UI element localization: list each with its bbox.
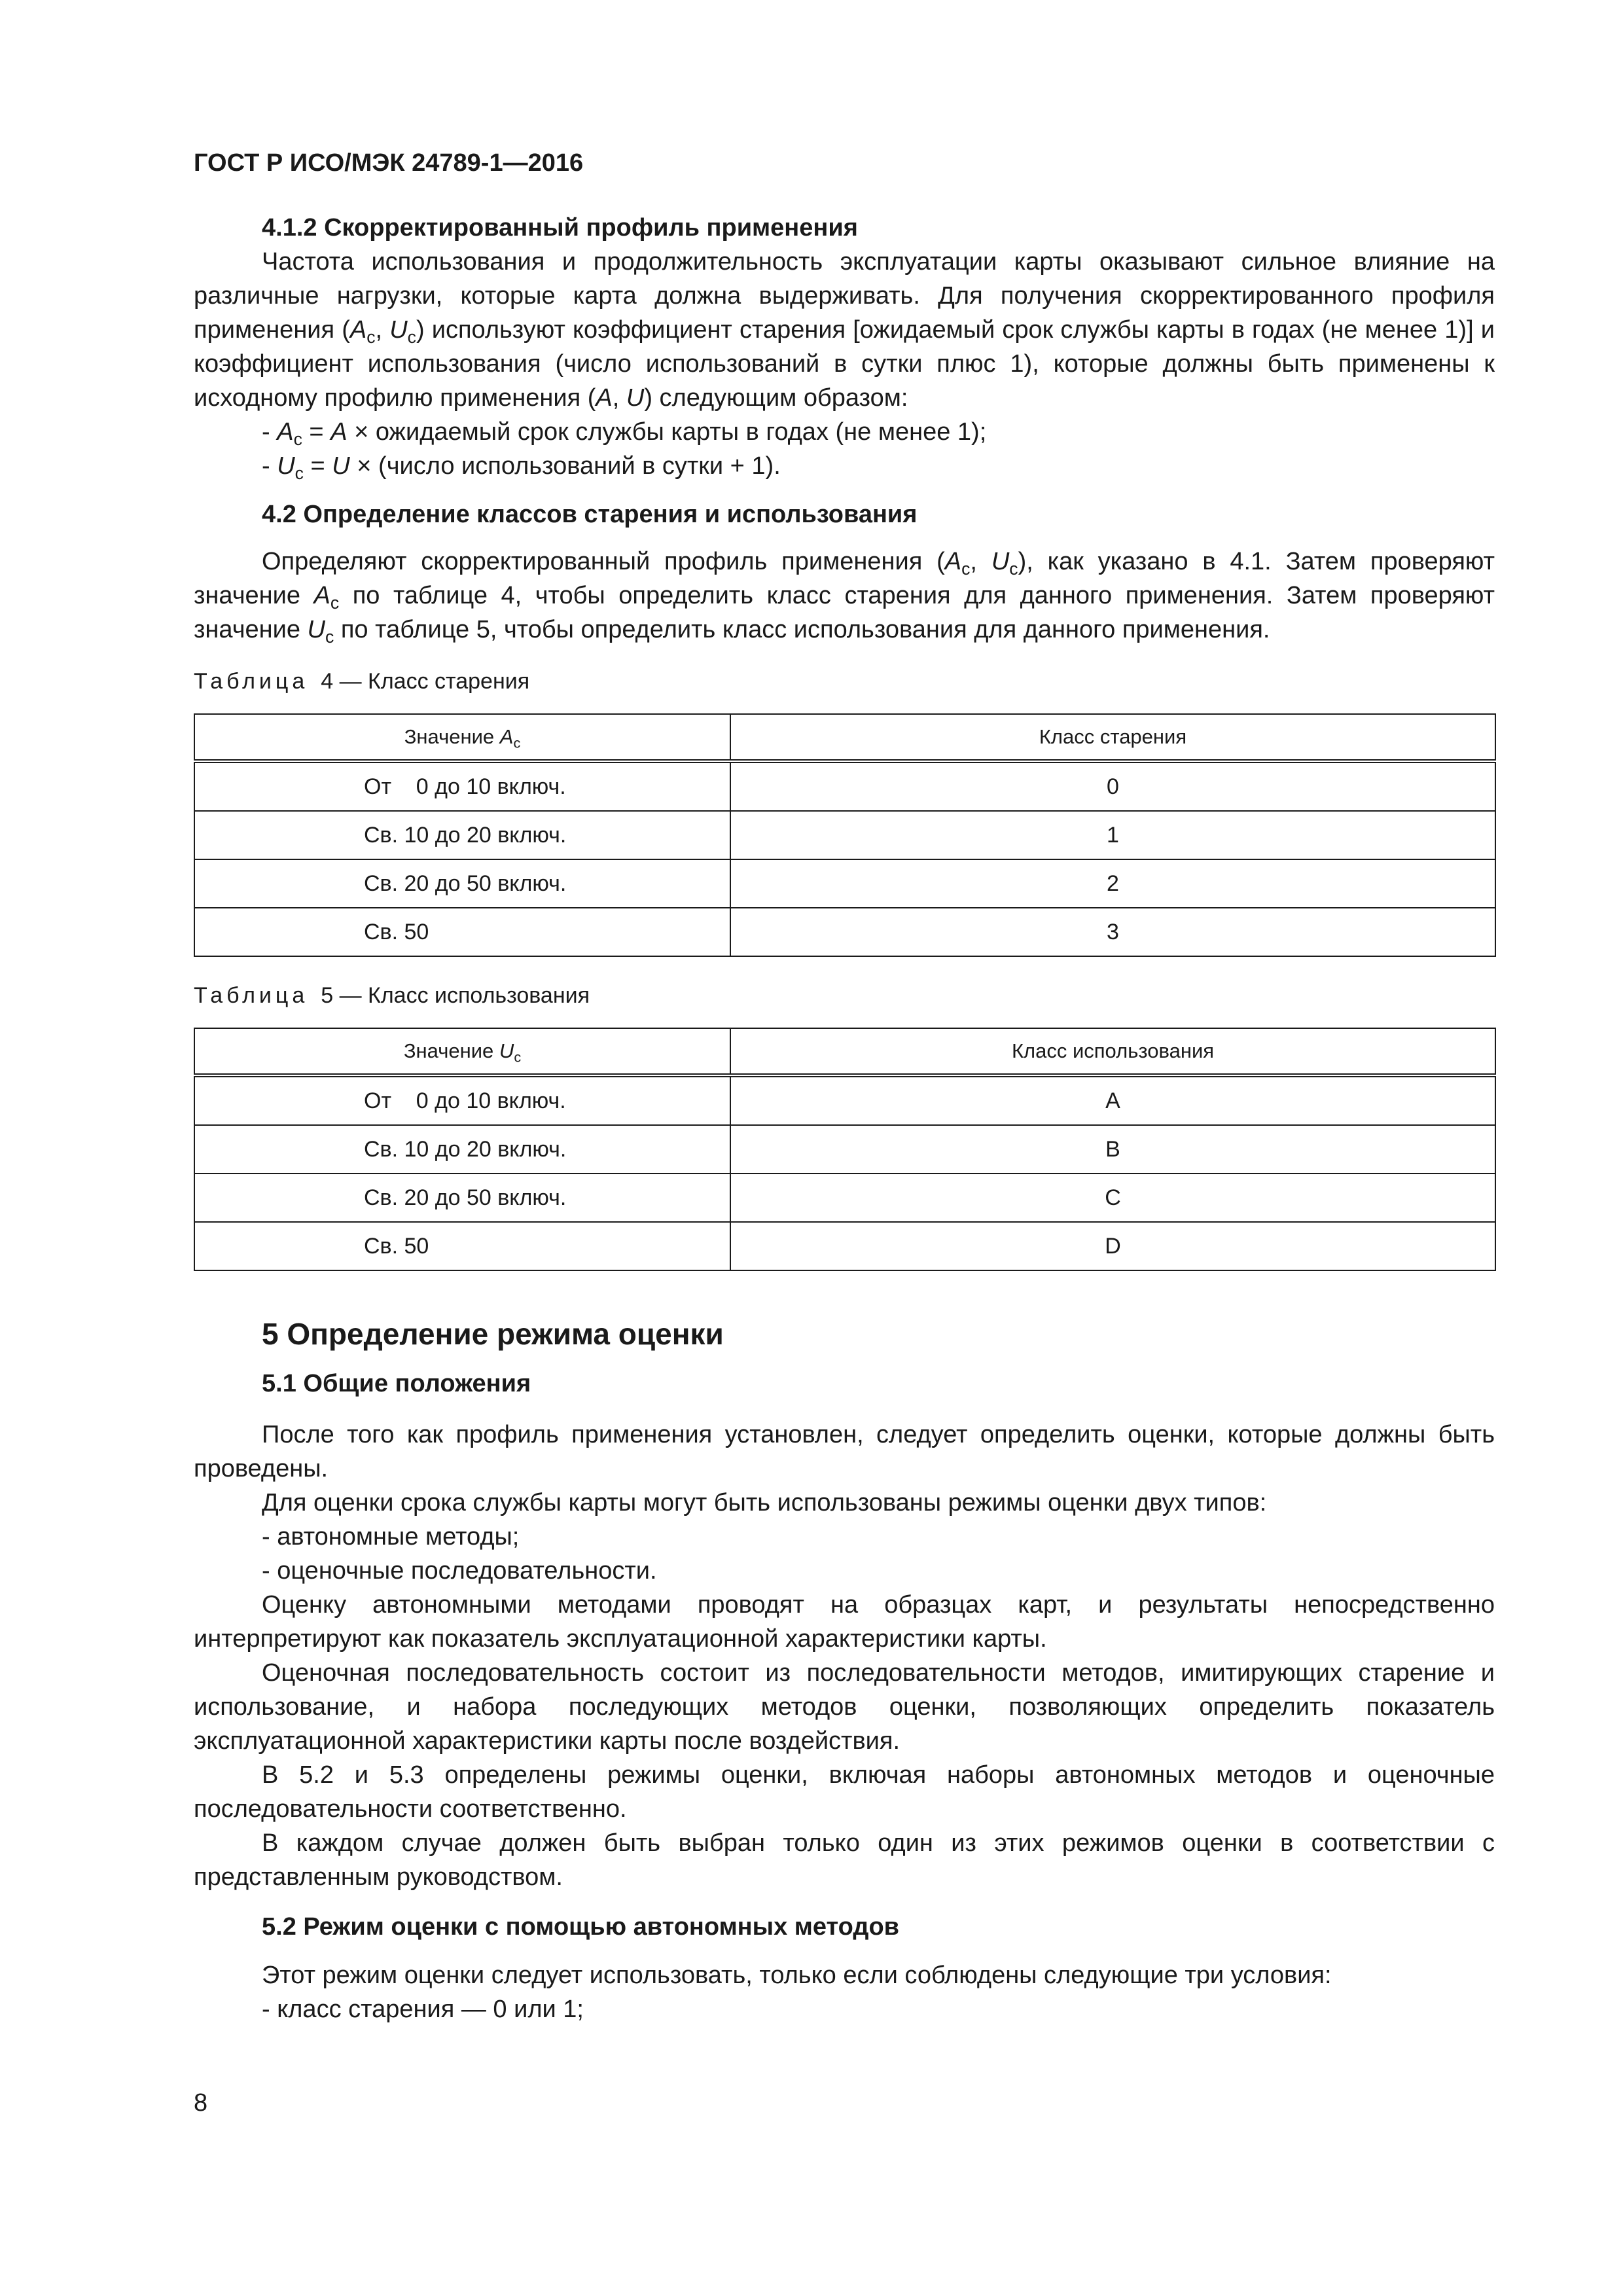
paragraph: После того как профиль применения установлен, следует определить оценки, которые должны быть проведены. <box>194 1421 1495 1482</box>
table-header-row <box>194 714 1495 761</box>
table-row <box>194 859 1495 908</box>
paragraph: Оценочная последовательность состоит из последовательности методов, имитирующих старение и использование, и набора последующих методов оценки, позволяющих определить показатель эксплуатационной характеристики карты после воздействия. <box>194 1659 1495 1755</box>
table-cell: Св. 20 до 50 включ. <box>194 1174 730 1222</box>
table-4-caption: Таблица 4 — Класс старения <box>194 669 530 694</box>
section-4-1-2-paragraph: Частота использования и продолжительность эксплуатации карты оказывают сильное влияние на различные нагрузки, которые карта должна выдерживать. Для получения скорректированного профиля применения ($A_c$, $U_c$) используют коэффициент старения [ожидаемый срок службы карты в годах (не менее 1)] и коэффициент использования (число использований в сутки плюс 1), которые должны быть применены к исходному профилю применения (A, U) следующим образом: <box>194 248 1495 412</box>
table-header-cell: Значение $U_c$ <box>194 1028 730 1075</box>
paragraph: Оценку автономными методами проводят на образцах карт, и результаты непосредственно интерпретируют как показатель эксплуатационной характеристики карты. <box>194 1591 1495 1653</box>
list-item-usage-formula: - $U_c = U$ × (число использований в сутки + 1). <box>262 452 781 483</box>
table-cell: 0 <box>730 761 1495 811</box>
paragraph: Для оценки срока службы карты могут быть использованы режимы оценки двух типов: <box>262 1489 1267 1516</box>
table-row <box>194 1125 1495 1174</box>
table-header-cell: Класс старения <box>730 714 1495 761</box>
table-row <box>194 1222 1495 1270</box>
list-item: - класс старения — 0 или 1; <box>262 1996 584 2023</box>
table-cell: Св. 10 до 20 включ. <box>194 811 730 859</box>
table-5-caption: Таблица 5 — Класс использования <box>194 983 590 1008</box>
table-cell: A <box>730 1075 1495 1125</box>
table-row <box>194 908 1495 956</box>
table-cell: От 0 до 10 включ. <box>194 761 730 811</box>
list-item: - оценочные последовательности. <box>262 1557 657 1585</box>
table-4-aging-class <box>194 713 1496 957</box>
table-row <box>194 761 1495 811</box>
page-number: 8 <box>194 2089 208 2117</box>
table-header-row <box>194 1028 1495 1075</box>
paragraph: В 5.2 и 5.3 определены режимы оценки, включая наборы автономных методов и оценочные последовательности соответственно. <box>194 1761 1495 1823</box>
table-row <box>194 1174 1495 1222</box>
page-body <box>194 211 1495 2026</box>
section-5-1-heading: 5.1 Общие положения <box>262 1370 531 1397</box>
table-cell: Св. 20 до 50 включ. <box>194 859 730 908</box>
table-cell: C <box>730 1174 1495 1222</box>
section-5-heading: 5 Определение режима оценки <box>262 1317 724 1351</box>
section-5-2-heading: 5.2 Режим оценки с помощью автономных методов <box>262 1913 900 1941</box>
section-4-2-heading: 4.2 Определение классов старения и использования <box>262 501 918 528</box>
table-cell: B <box>730 1125 1495 1174</box>
table-header-cell: Значение $A_c$ <box>194 714 730 761</box>
paragraph: Этот режим оценки следует использовать, только если соблюдены следующие три условия: <box>262 1962 1332 1989</box>
table-row <box>194 811 1495 859</box>
paragraph: В каждом случае должен быть выбран только один из этих режимов оценки в соответствии с представленным руководством. <box>194 1829 1495 1891</box>
table-cell: От 0 до 10 включ. <box>194 1075 730 1125</box>
document-code-header: ГОСТ Р ИСО/МЭК 24789-1—2016 <box>194 149 584 177</box>
table-header-cell: Класс использования <box>730 1028 1495 1075</box>
list-item-aging-formula: - $A_c = A$ × ожидаемый срок службы карты в годах (не менее 1); <box>262 418 987 449</box>
table-cell: Св. 50 <box>194 908 730 956</box>
list-item: - автономные методы; <box>262 1523 520 1551</box>
section-4-1-2-heading: 4.1.2 Скорректированный профиль применения <box>262 214 858 242</box>
table-cell: 3 <box>730 908 1495 956</box>
table-cell: Св. 50 <box>194 1222 730 1270</box>
section-4-2-paragraph: Определяют скорректированный профиль применения ($A_c$, $U_c$), как указано в 4.1. Затем проверяют значение $A_c$ по таблице 4, чтобы определить класс старения для данного применения. Затем проверяют значение $U_c$ по таблице 5, чтобы определить класс использования для данного применения. <box>194 548 1495 647</box>
table-row <box>194 1075 1495 1125</box>
table-cell: Св. 10 до 20 включ. <box>194 1125 730 1174</box>
table-cell: D <box>730 1222 1495 1270</box>
table-5-usage-class <box>194 1028 1496 1271</box>
table-cell: 2 <box>730 859 1495 908</box>
table-cell: 1 <box>730 811 1495 859</box>
